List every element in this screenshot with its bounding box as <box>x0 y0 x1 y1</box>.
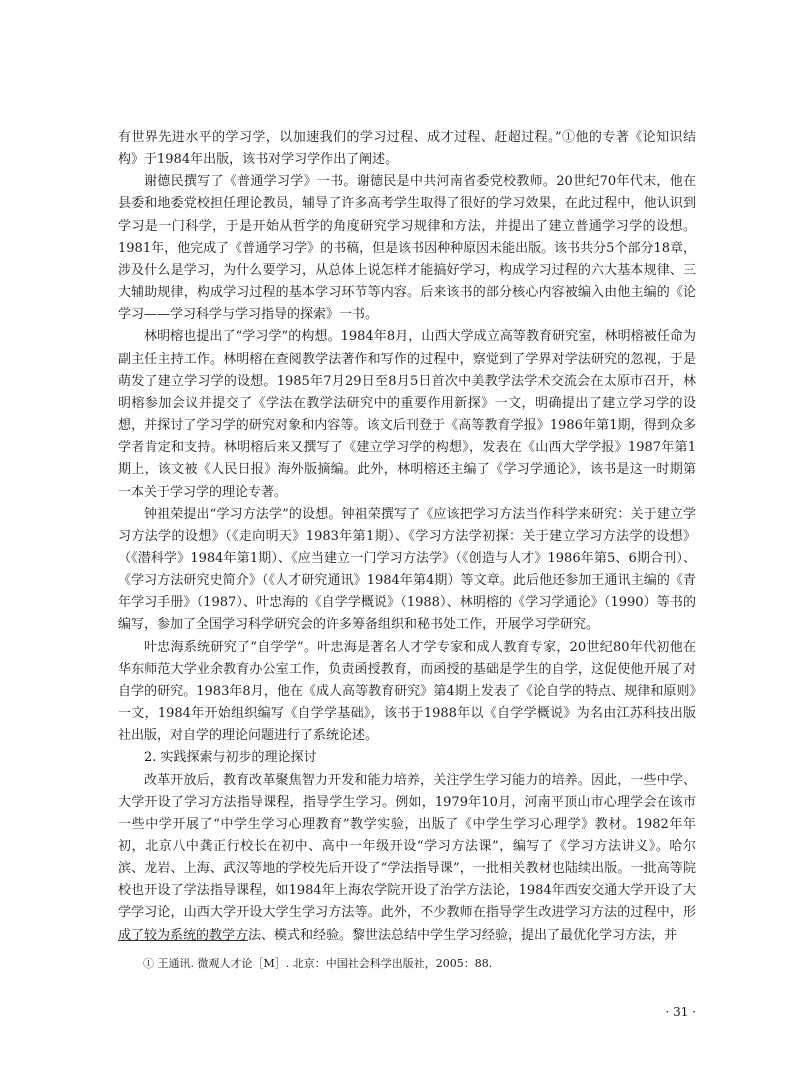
section-heading: 2. 实践探索与初步的理论探讨 <box>144 750 317 766</box>
paragraph-5: 叶忠海系统研究了“自学学”。叶忠海是著名人才学专家和成人教育专家，20世纪80年代初他在华东师范大学业余教育办公室工作，负责函授教育，而函授的基础是学生的自学，这促使他开展了对自学的研究。1983年8月，他在《成人高等教育研究》第4期上发表了《论自学的特点、规律和原则》一文，1984年开始组织编写《自学学基础》，该书于1988年以《自学学概说》为名由江苏科技出版社出版，对自学的理论问题进行了系统论述。 <box>118 639 696 744</box>
paragraph-3: 林明榕也提出了“学习学”的构想。1984年8月，山西大学成立高等教育研究室，林明榕被任命为副主任主持工作。林明榕在查阅教学法著作和写作的过程中，察觉到了学界对学法研究的忽视，于是萌发了建立学习学的设想。1985年7月29日至8月5日首次中美教学法学术交流会在太原市召开，林明榕参加会议并提交了《学法在教学法研究中的重要作用新探》一文，明确提出了建立学习学的设想，并探讨了学习学的研究对象和内容等。该文后刊登于《高等教育学报》1986年第1期，得到众多学者肯定和支持。林明榕后来又撰写了《建立学习学的构想》，发表在《山西大学学报》1987年第1期上，该文被《人民日报》海外版摘编。此外，林明榕还主编了《学习学通论》，该书是这一时期第一本关于学习学的理论专著。 <box>118 329 696 500</box>
paragraph-1: 有世界先进水平的学习学，以加速我们的学习过程、成才过程、赶超过程。”①他的专著《论知识结构》于1984年出版，该书对学习学作出了阐述。 <box>118 130 696 168</box>
paragraph-2: 谢德民撰写了《普通学习学》一书。谢德民是中共河南省委党校教师。20世纪70年代末，他在县委和地委党校担任理论教员，辅导了许多高考学生取得了很好的学习效果，在此过程中，他认识到学习是一门科学，于是开始从哲学的角度研究学习规律和方法，并提出了建立普通学习学的设想。1981年，他完成了《普通学习学》的书稿，但是该书因种种原因未能出版。该书共分5个部分18章，涉及什么是学习，为什么要学习，从总体上说怎样才能搞好学习，构成学习过程的六大基本规律、三大辅助规律，构成学习过程的基本学习环节等内容。后来该书的部分核心内容被编入由他主编的《论学习——学习科学与学习指导的探索》一书。 <box>118 174 696 323</box>
paragraph-4: 钟祖荣提出“学习方法学”的设想。钟祖荣撰写了《应该把学习方法当作科学来研究：关于建立学习方法学的设想》（《走向明天》1983年第1期）、《学习方法学初探：关于建立学习方法学的设想》（《潜科学》1984年第1期）、《应当建立一门学习方法学》（《创造与人才》1986年第5、6期合刊）、《学习方法研究史简介》（《人才研究通讯》1984年第4期）等文章。此后他还参加王通讯主编的《青年学习手册》（1987）、叶忠海的《自学学概说》（1988）、林明榕的《学习学通论》（1990）等书的编写，参加了全国学习科学研究会的许多筹备组织和秘书处工作，开展学习学研究。 <box>118 506 696 633</box>
page-number: · 31 · <box>665 1005 696 1019</box>
footnote-divider <box>118 940 248 941</box>
footnote: ① 王通讯. 微观人才论［M］. 北京：中国社会科学出版社，2005：88. <box>143 957 493 970</box>
paragraph-6: 改革开放后，教育改革聚焦智力开发和能力培养，关注学生学习能力的培养。因此，一些中学、大学开设了学习方法指导课程，指导学生学习。例如，1979年10月，河南平顶山市心理学会在该市一些中学开展了“中学生学习心理教育”教学实验，出版了《中学生学习心理学》教材。1982年年初，北京八中龚正行校长在初中、高中一年级开设“学习方法课”，编写了《学习方法讲义》。哈尔滨、龙岩、上海、武汉等地的学校先后开设了“学法指导课”，一批相关教材也陆续出版。一批高等院校也开设了学法指导课程，如1984年上海农学院开设了治学方法论，1984年西安交通大学开设了大学学习论，山西大学开设大学生学习方法等。此外，不少教师在指导学生改进学习方法的过程中，形成了较为系统的教学方法、模式和经验。黎世法总结中学生学习经验，提出了最优化学习方法，并 <box>118 772 696 943</box>
body-text <box>118 127 696 947</box>
